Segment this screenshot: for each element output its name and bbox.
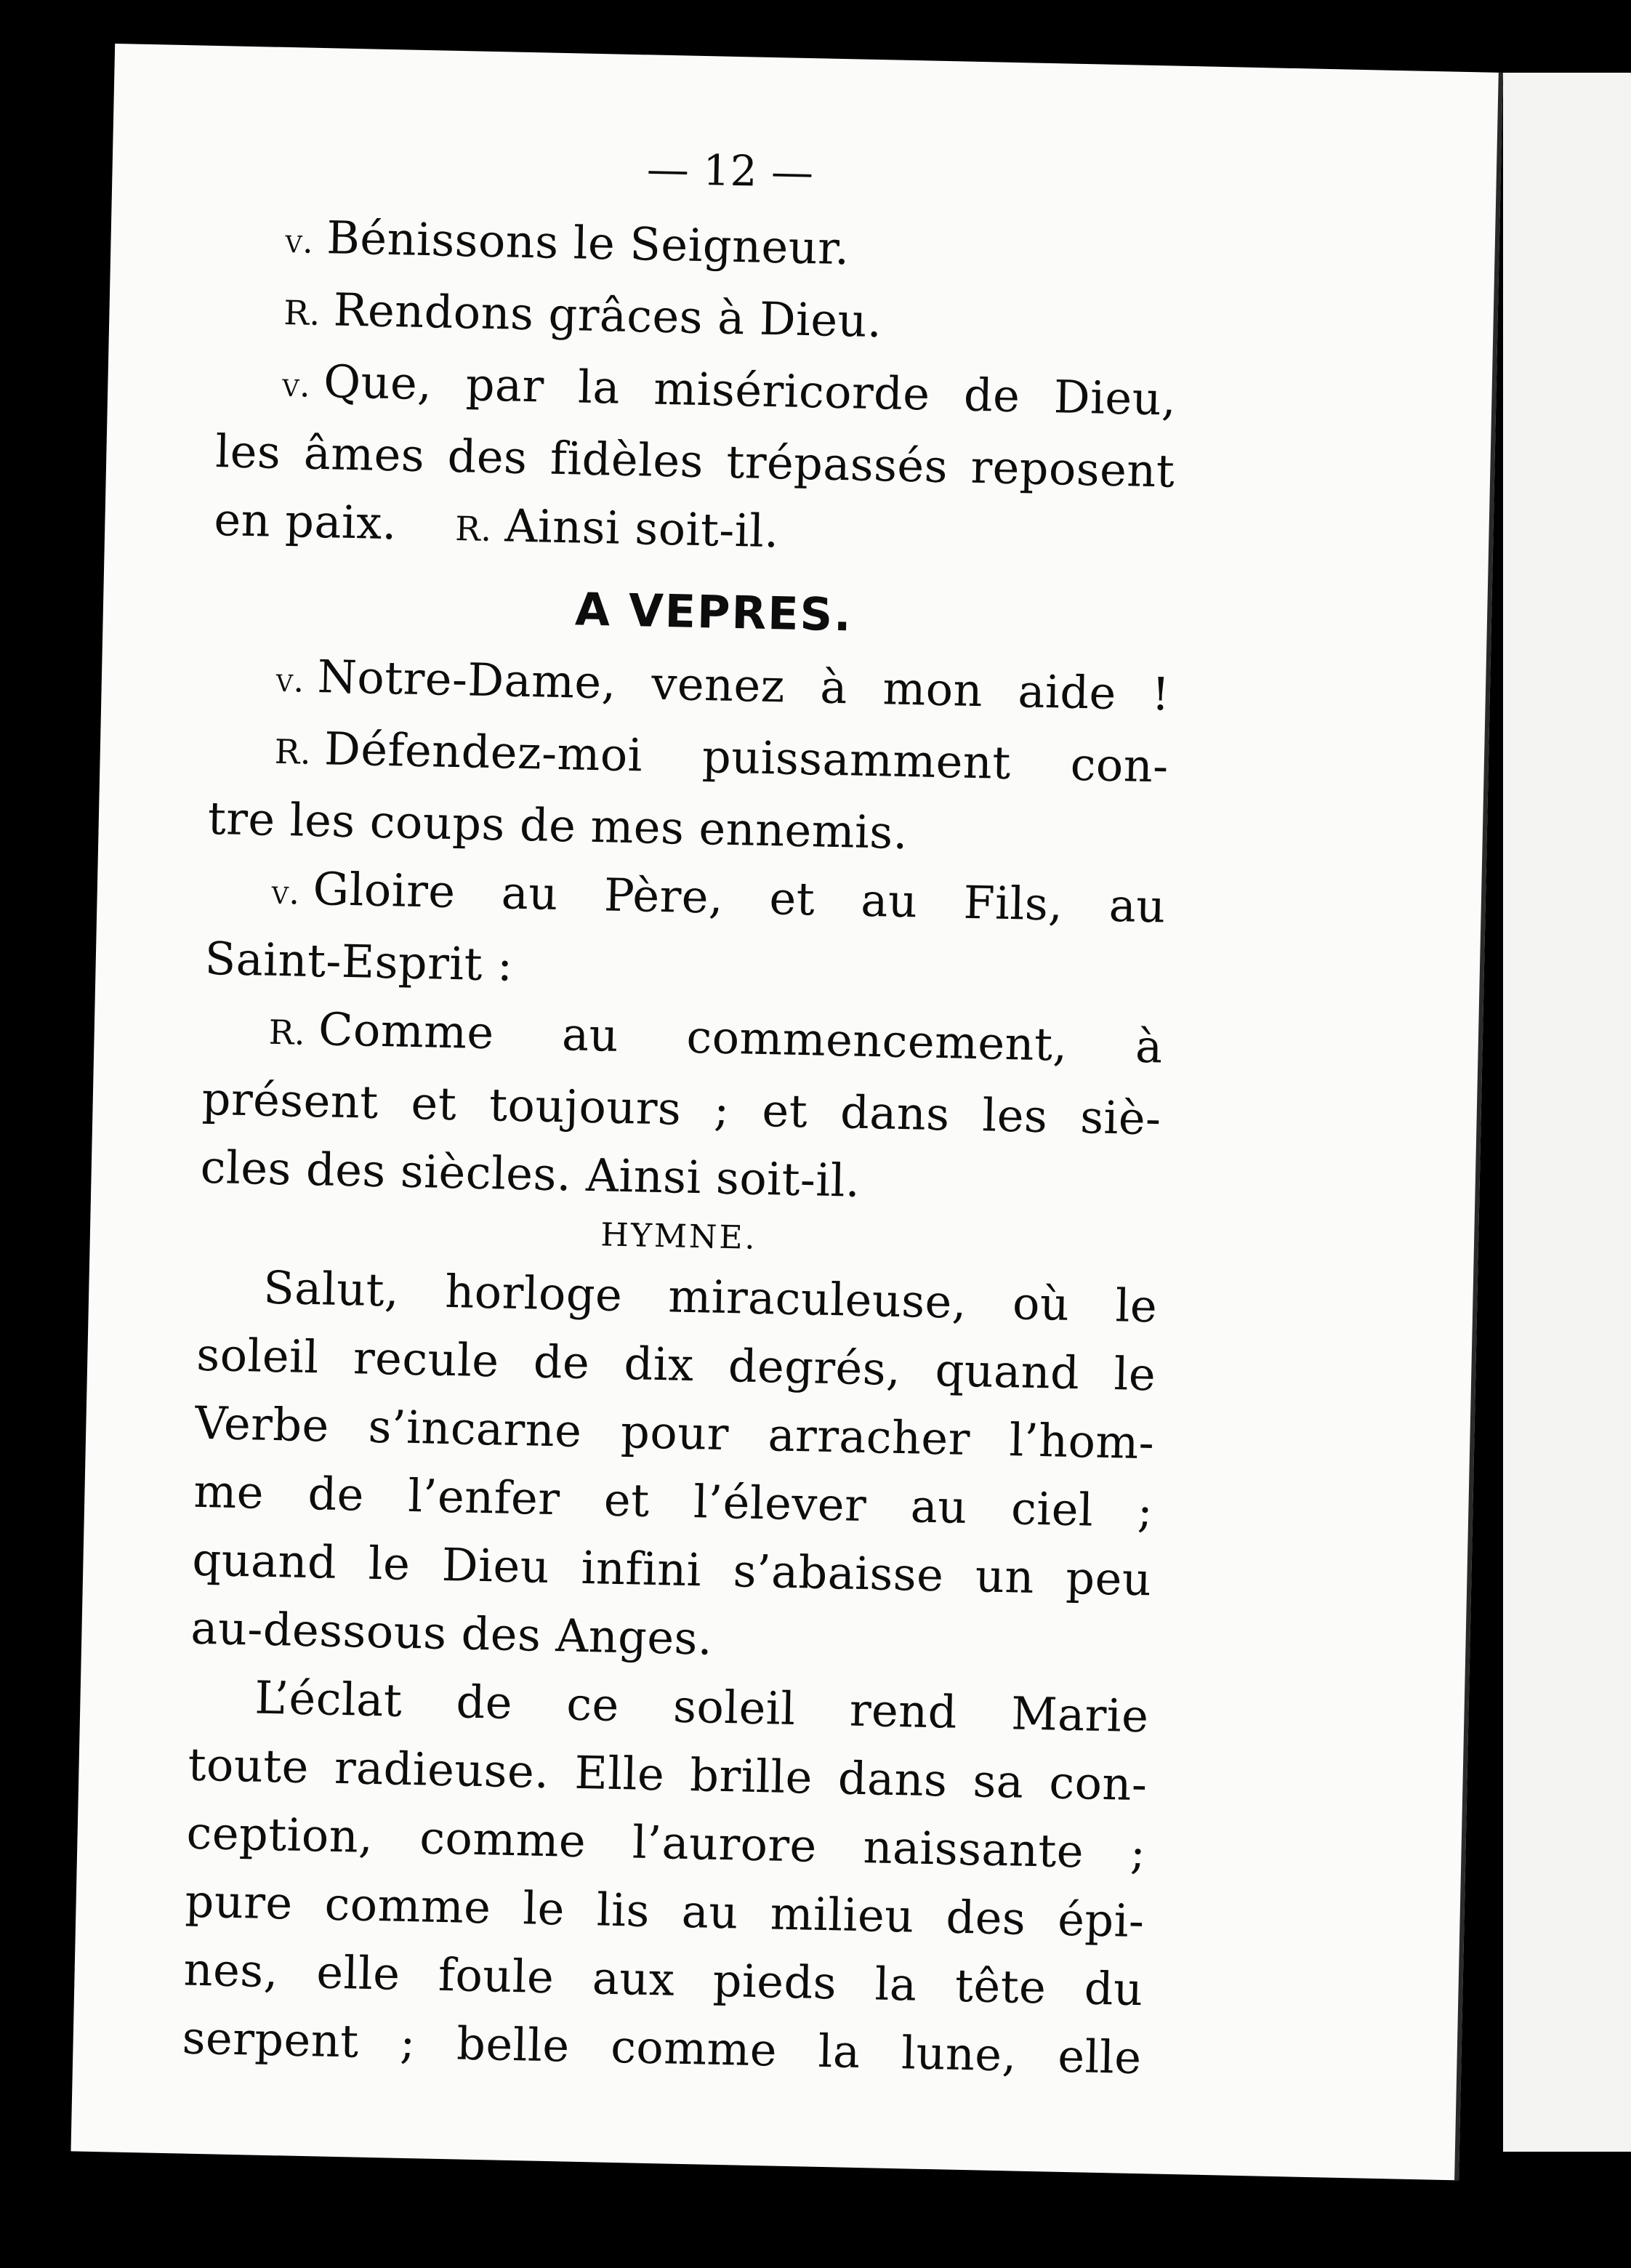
hymn-line: Salut, horloge miraculeuse, où le — [262, 1260, 1158, 1333]
versicle-marker: v. — [281, 364, 311, 405]
response-line: R. Rendons grâces à Dieu. — [283, 283, 883, 348]
response-line: R. Comme au commencement, à — [268, 1002, 1164, 1074]
response-line: R. Défendez-moi puissamment con- — [274, 722, 1169, 793]
versicle-marker: v. — [285, 220, 314, 261]
versicle-marker: v. — [271, 872, 301, 912]
hymn-line: me de l’enfer et l’élever au ciel ; — [193, 1464, 1154, 1538]
text-line: Saint-Esprit : — [204, 931, 514, 992]
hymn-line: serpent ; belle comme la lune, elle — [182, 2011, 1143, 2085]
response-marker: R. — [274, 731, 312, 772]
versicle-line: v. Gloire au Père, et au Fils, au — [271, 861, 1167, 933]
page-text — [182, 126, 1182, 2092]
text-line: présent et toujours ; et dans les siè- — [201, 1071, 1162, 1146]
response-marker: R. — [454, 508, 493, 549]
text-line: en paix. R. Ainsi soit-il. — [213, 493, 780, 558]
hymn-line: nes, elle foule aux pieds la tête du — [182, 1942, 1144, 2016]
text-line: cles des siècles. Ainsi soit-il. — [200, 1140, 861, 1207]
hymn-heading: HYMNE. — [600, 1216, 758, 1257]
hymn-line: soleil recule de dix degrés, quand le — [196, 1327, 1156, 1402]
facing-page-edge — [1503, 73, 1631, 2152]
hymn-line: toute radieuse. Elle brille dans sa con- — [187, 1737, 1148, 1811]
text-line: les âmes des fidèles trépassés reposent — [214, 425, 1175, 498]
versicle-line: v. Bénissons le Seigneur. — [285, 211, 850, 276]
book-page — [71, 44, 1502, 2180]
hymn-line: quand le Dieu infini s’abaisse un peu — [191, 1532, 1153, 1606]
hymn-line: pure comme le lis au milieu des épi- — [184, 1874, 1145, 1948]
response-marker: R. — [283, 292, 321, 333]
hymn-line: L’éclat de ce soleil rend Marie — [254, 1670, 1150, 1743]
hymn-line: ception, comme l’aurore naissante ; — [185, 1806, 1147, 1880]
hymn-line: Verbe s’incarne pour arracher l’hom- — [194, 1396, 1155, 1470]
versicle-marker: v. — [275, 659, 305, 700]
hymn-line: au-dessous des Anges. — [190, 1601, 713, 1665]
section-heading: A VEPRES. — [574, 582, 853, 642]
versicle-line: v. Que, par la miséricorde de Dieu, — [281, 355, 1177, 426]
response-marker: R. — [268, 1012, 306, 1053]
page-number: — 12 — — [646, 144, 815, 198]
versicle-line: v. Notre-Dame, venez à mon aide ! — [275, 650, 1171, 721]
text-line: tre les coups de mes ennemis. — [207, 791, 909, 860]
